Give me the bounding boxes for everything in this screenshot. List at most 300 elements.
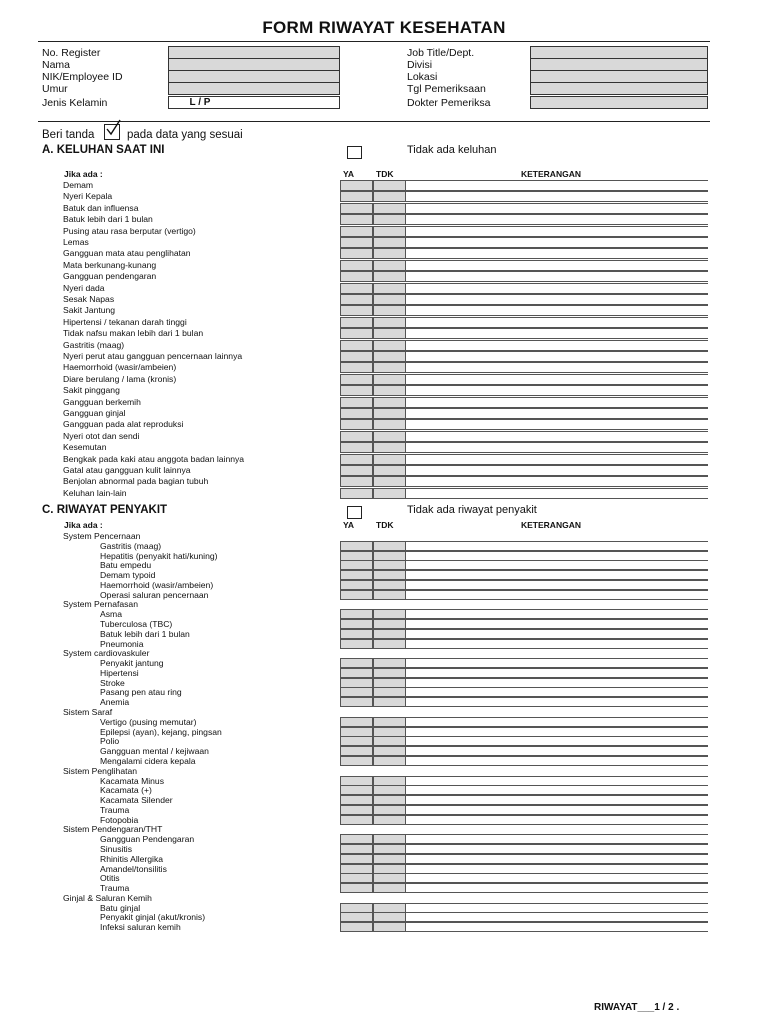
ya-checkbox[interactable]	[340, 834, 373, 844]
ya-checkbox[interactable]	[340, 488, 373, 499]
keterangan-field[interactable]	[406, 385, 708, 396]
header-right-input[interactable]	[530, 96, 708, 109]
ya-checkbox[interactable]	[340, 815, 373, 825]
tdk-checkbox[interactable]	[373, 756, 406, 766]
tdk-checkbox[interactable]	[373, 328, 406, 339]
history-row	[0, 717, 768, 727]
tdk-checkbox[interactable]	[373, 687, 406, 697]
ya-checkbox[interactable]	[340, 237, 373, 248]
tdk-checkbox[interactable]	[373, 678, 406, 688]
keterangan-field[interactable]	[406, 214, 708, 225]
history-row	[0, 834, 768, 844]
keterangan-field[interactable]	[406, 854, 708, 864]
tdk-checkbox[interactable]	[373, 317, 406, 328]
history-row	[0, 658, 768, 668]
ya-checkbox[interactable]	[340, 351, 373, 362]
section-c-col-keterangan: KETERANGAN	[521, 520, 581, 530]
history-row-label: Vertigo (pusing memutar)	[100, 716, 197, 727]
history-row	[0, 756, 768, 766]
header-left-label: Nama	[42, 59, 71, 71]
keterangan-field[interactable]	[406, 271, 708, 282]
history-row	[0, 922, 768, 932]
complaint-row	[0, 191, 768, 202]
ya-checkbox[interactable]	[340, 180, 373, 191]
keterangan-field[interactable]	[406, 629, 708, 639]
keterangan-field[interactable]	[406, 305, 708, 316]
tdk-checkbox[interactable]	[373, 776, 406, 786]
keterangan-field[interactable]	[406, 260, 708, 271]
ya-checkbox[interactable]	[340, 191, 373, 202]
history-row-label: Epilepsi (ayan), kejang, pingsan	[100, 726, 222, 737]
keterangan-field[interactable]	[406, 922, 708, 932]
complaint-row	[0, 419, 768, 430]
tdk-checkbox[interactable]	[373, 408, 406, 419]
history-row-label: Trauma	[100, 804, 130, 815]
history-row-label: Rhinitis Allergika	[100, 853, 164, 864]
ya-checkbox[interactable]	[340, 385, 373, 396]
ya-checkbox[interactable]	[340, 580, 373, 590]
ya-checkbox[interactable]	[340, 340, 373, 351]
ya-checkbox[interactable]	[340, 844, 373, 854]
history-row-label: Otitis	[100, 873, 120, 884]
keterangan-field[interactable]	[406, 454, 708, 465]
keterangan-field[interactable]	[406, 736, 708, 746]
ya-checkbox[interactable]	[340, 442, 373, 453]
ya-checkbox[interactable]	[340, 619, 373, 629]
complaint-row-label: Gangguan pada alat reproduksi	[63, 419, 184, 430]
keterangan-field[interactable]	[406, 570, 708, 580]
ya-checkbox[interactable]	[340, 476, 373, 487]
ya-checkbox[interactable]	[340, 805, 373, 815]
tdk-checkbox[interactable]	[373, 560, 406, 570]
history-row-label: Anemia	[100, 697, 130, 708]
tdk-checkbox[interactable]	[373, 465, 406, 476]
ya-checkbox[interactable]	[340, 260, 373, 271]
complaint-row	[0, 214, 768, 225]
complaint-row-label: Kesemutan	[63, 442, 107, 453]
complaint-row	[0, 271, 768, 282]
history-row	[0, 736, 768, 746]
history-row-label: Hipertensi	[100, 667, 139, 678]
complaint-row	[0, 488, 768, 499]
tdk-checkbox[interactable]	[373, 805, 406, 815]
history-row-label: Polio	[100, 736, 120, 747]
keterangan-field[interactable]	[406, 374, 708, 385]
tdk-checkbox[interactable]	[373, 864, 406, 874]
complaint-row-label: Haemorrhoid (wasir/ambeien)	[63, 362, 177, 373]
ya-checkbox[interactable]	[340, 639, 373, 649]
history-row-label: Fotopobia	[100, 814, 139, 825]
keterangan-field[interactable]	[406, 746, 708, 756]
header-left-label: No. Register	[42, 47, 101, 59]
ya-checkbox[interactable]	[340, 328, 373, 339]
history-row	[0, 815, 768, 825]
tdk-checkbox[interactable]	[373, 629, 406, 639]
history-row	[0, 854, 768, 864]
ya-checkbox[interactable]	[340, 785, 373, 795]
history-row-label: Stroke	[100, 677, 125, 688]
keterangan-field[interactable]	[406, 678, 708, 688]
ya-checkbox[interactable]	[340, 717, 373, 727]
tdk-checkbox[interactable]	[373, 815, 406, 825]
history-row	[0, 551, 768, 561]
ya-checkbox[interactable]	[340, 465, 373, 476]
history-group-label: Sistem Saraf	[63, 707, 113, 718]
tdk-checkbox[interactable]	[373, 609, 406, 619]
tdk-checkbox[interactable]	[373, 922, 406, 932]
keterangan-field[interactable]	[406, 560, 708, 570]
complaint-row-label: Gangguan pendengaran	[63, 271, 157, 282]
ya-checkbox[interactable]	[340, 560, 373, 570]
history-group-label: Sistem Pendengaran/THT	[63, 824, 163, 835]
ya-checkbox[interactable]	[340, 854, 373, 864]
gender-options: L / P	[189, 97, 211, 108]
tdk-checkbox[interactable]	[373, 476, 406, 487]
complaint-row	[0, 305, 768, 316]
tdk-checkbox[interactable]	[373, 191, 406, 202]
tdk-checkbox[interactable]	[373, 260, 406, 271]
tdk-checkbox[interactable]	[373, 551, 406, 561]
keterangan-field[interactable]	[406, 351, 708, 362]
keterangan-field[interactable]	[406, 488, 708, 499]
ya-checkbox[interactable]	[340, 362, 373, 373]
keterangan-field[interactable]	[406, 442, 708, 453]
tdk-checkbox[interactable]	[373, 431, 406, 442]
history-row-label: Amandel/tonsilitis	[100, 863, 167, 874]
complaint-row-label: Gastritis (maag)	[63, 339, 125, 350]
tdk-checkbox[interactable]	[373, 785, 406, 795]
ya-checkbox[interactable]	[340, 317, 373, 328]
complaint-row	[0, 351, 768, 362]
tdk-checkbox[interactable]	[373, 580, 406, 590]
complaint-row-label: Sakit pinggang	[63, 385, 120, 396]
ya-checkbox[interactable]	[340, 305, 373, 316]
tdk-checkbox[interactable]	[373, 844, 406, 854]
tdk-checkbox[interactable]	[373, 795, 406, 805]
history-row-label: Operasi saluran pencernaan	[100, 589, 209, 600]
complaint-row-label: Benjolan abnormal pada bagian tubuh	[63, 476, 209, 487]
keterangan-field[interactable]	[406, 668, 708, 678]
ya-checkbox[interactable]	[340, 903, 373, 913]
keterangan-field[interactable]	[406, 397, 708, 408]
tdk-checkbox[interactable]	[373, 834, 406, 844]
ya-checkbox[interactable]	[340, 678, 373, 688]
tdk-checkbox[interactable]	[373, 397, 406, 408]
history-row-label: Kacamata Silender	[100, 795, 173, 806]
section-a-jika-ada: Jika ada :	[64, 169, 103, 179]
ya-checkbox[interactable]	[340, 248, 373, 259]
tdk-checkbox[interactable]	[373, 727, 406, 737]
keterangan-field[interactable]	[406, 776, 708, 786]
ya-checkbox[interactable]	[340, 912, 373, 922]
keterangan-field[interactable]	[406, 317, 708, 328]
history-group-label: System cardiovaskuler	[63, 648, 150, 659]
ya-checkbox[interactable]	[340, 697, 373, 707]
tdk-checkbox[interactable]	[373, 385, 406, 396]
tdk-checkbox[interactable]	[373, 590, 406, 600]
tdk-checkbox[interactable]	[373, 854, 406, 864]
complaint-row	[0, 397, 768, 408]
header-right-input[interactable]	[530, 82, 708, 95]
keterangan-field[interactable]	[406, 580, 708, 590]
complaint-row	[0, 248, 768, 259]
complaint-row-label: Gangguan mata atau penglihatan	[63, 248, 191, 259]
ya-checkbox[interactable]	[340, 629, 373, 639]
ya-checkbox[interactable]	[340, 294, 373, 305]
keterangan-field[interactable]	[406, 465, 708, 476]
ya-checkbox[interactable]	[340, 756, 373, 766]
keterangan-field[interactable]	[406, 815, 708, 825]
tdk-checkbox[interactable]	[373, 294, 406, 305]
history-row-label: Gangguan mental / kejiwaan	[100, 746, 209, 757]
complaint-row	[0, 454, 768, 465]
complaint-row-label: Nyeri otot dan sendi	[63, 430, 140, 441]
complaint-row	[0, 283, 768, 294]
tdk-checkbox[interactable]	[373, 903, 406, 913]
instruction-suffix: pada data yang sesuai	[127, 129, 243, 141]
history-row	[0, 560, 768, 570]
ya-checkbox[interactable]	[340, 397, 373, 408]
tdk-checkbox[interactable]	[373, 717, 406, 727]
tdk-checkbox[interactable]	[373, 419, 406, 430]
tdk-checkbox[interactable]	[373, 237, 406, 248]
history-row	[0, 795, 768, 805]
history-row	[0, 590, 768, 600]
keterangan-field[interactable]	[406, 639, 708, 649]
tdk-checkbox[interactable]	[373, 203, 406, 214]
header-right-label: Dokter Pemeriksa	[407, 97, 491, 109]
complaint-row	[0, 374, 768, 385]
keterangan-field[interactable]	[406, 697, 708, 707]
header-left-input[interactable]	[168, 82, 340, 95]
keterangan-field[interactable]	[406, 834, 708, 844]
tdk-checkbox[interactable]	[373, 736, 406, 746]
complaint-row	[0, 328, 768, 339]
ya-checkbox[interactable]	[340, 408, 373, 419]
keterangan-field[interactable]	[406, 873, 708, 883]
history-row-label: Hepatitis (penyakit hati/kuning)	[100, 550, 218, 561]
history-row-label: Pasang pen atau ring	[100, 687, 182, 698]
ya-checkbox[interactable]	[340, 746, 373, 756]
tdk-checkbox[interactable]	[373, 883, 406, 893]
ya-checkbox[interactable]	[340, 687, 373, 697]
complaint-row-label: Gatal atau gangguan kulit lainnya	[63, 465, 191, 475]
keterangan-field[interactable]	[406, 237, 708, 248]
keterangan-field[interactable]	[406, 328, 708, 339]
ya-checkbox[interactable]	[340, 883, 373, 893]
keterangan-field[interactable]	[406, 864, 708, 874]
complaint-row-label: Batuk dan influensa	[63, 202, 139, 213]
history-row	[0, 687, 768, 697]
tdk-checkbox[interactable]	[373, 697, 406, 707]
tdk-checkbox[interactable]	[373, 248, 406, 259]
ya-checkbox[interactable]	[340, 203, 373, 214]
complaint-row	[0, 442, 768, 453]
complaint-row-label: Gangguan ginjal	[63, 408, 126, 418]
ya-checkbox[interactable]	[340, 864, 373, 874]
tdk-checkbox[interactable]	[373, 442, 406, 453]
ya-checkbox[interactable]	[340, 271, 373, 282]
keterangan-field[interactable]	[406, 476, 708, 487]
ya-checkbox[interactable]	[340, 541, 373, 551]
keterangan-field[interactable]	[406, 340, 708, 351]
keterangan-field[interactable]	[406, 844, 708, 854]
history-row-label: Batu ginjal	[100, 902, 141, 913]
header-right-label: Lokasi	[407, 71, 438, 83]
tdk-checkbox[interactable]	[373, 668, 406, 678]
ya-checkbox[interactable]	[340, 590, 373, 600]
tdk-checkbox[interactable]	[373, 541, 406, 551]
keterangan-field[interactable]	[406, 912, 708, 922]
history-row-label: Penyakit ginjal (akut/kronis)	[100, 912, 206, 923]
complaint-row	[0, 362, 768, 373]
keterangan-field[interactable]	[406, 294, 708, 305]
header-right-label: Job Title/Dept.	[407, 47, 475, 59]
ya-checkbox[interactable]	[340, 570, 373, 580]
keterangan-field[interactable]	[406, 551, 708, 561]
keterangan-field[interactable]	[406, 226, 708, 237]
tdk-checkbox[interactable]	[373, 271, 406, 282]
history-row	[0, 697, 768, 707]
ya-checkbox[interactable]	[340, 551, 373, 561]
header-right-label: Divisi	[407, 59, 433, 71]
tdk-checkbox[interactable]	[373, 351, 406, 362]
section-c-jika-ada: Jika ada :	[64, 520, 103, 530]
history-row	[0, 629, 768, 639]
no-complaint-checkbox[interactable]	[347, 146, 362, 159]
history-row	[0, 805, 768, 815]
ya-checkbox[interactable]	[340, 668, 373, 678]
complaint-row-label: Keluhan lain-lain	[63, 487, 127, 498]
complaint-row-label: Lemas	[63, 237, 89, 247]
history-row	[0, 668, 768, 678]
tdk-checkbox[interactable]	[373, 374, 406, 385]
keterangan-field[interactable]	[406, 590, 708, 600]
keterangan-field[interactable]	[406, 362, 708, 373]
tdk-checkbox[interactable]	[373, 340, 406, 351]
keterangan-field[interactable]	[406, 609, 708, 619]
keterangan-field[interactable]	[406, 795, 708, 805]
ya-checkbox[interactable]	[340, 727, 373, 737]
history-row-label: Mengalami cidera kepala	[100, 755, 196, 766]
complaint-row	[0, 431, 768, 442]
ya-checkbox[interactable]	[340, 283, 373, 294]
tdk-checkbox[interactable]	[373, 226, 406, 237]
history-row-label: Gastritis (maag)	[100, 540, 162, 551]
ya-checkbox[interactable]	[340, 795, 373, 805]
section-c-col-ya: YA	[343, 520, 355, 530]
history-row	[0, 639, 768, 649]
history-row	[0, 570, 768, 580]
tdk-checkbox[interactable]	[373, 619, 406, 629]
tdk-checkbox[interactable]	[373, 214, 406, 225]
section-a-col-keterangan: KETERANGAN	[521, 169, 581, 179]
tdk-checkbox[interactable]	[373, 570, 406, 580]
keterangan-field[interactable]	[406, 687, 708, 697]
complaint-row	[0, 465, 768, 476]
keterangan-field[interactable]	[406, 408, 708, 419]
ya-checkbox[interactable]	[340, 374, 373, 385]
tdk-checkbox[interactable]	[373, 488, 406, 499]
keterangan-field[interactable]	[406, 727, 708, 737]
tdk-checkbox[interactable]	[373, 873, 406, 883]
ya-checkbox[interactable]	[340, 873, 373, 883]
ya-checkbox[interactable]	[340, 658, 373, 668]
complaint-row-label: Sakit Jantung	[63, 305, 116, 316]
history-row-label: Infeksi saluran kemih	[100, 922, 181, 933]
tdk-checkbox[interactable]	[373, 305, 406, 316]
keterangan-field[interactable]	[406, 883, 708, 893]
ya-checkbox[interactable]	[340, 609, 373, 619]
keterangan-field[interactable]	[406, 805, 708, 815]
ya-checkbox[interactable]	[340, 226, 373, 237]
title-rule	[38, 41, 710, 42]
no-history-checkbox[interactable]	[347, 506, 362, 519]
keterangan-field[interactable]	[406, 619, 708, 629]
history-row	[0, 864, 768, 874]
header-left-label: Umur	[42, 83, 68, 95]
keterangan-field[interactable]	[406, 203, 708, 214]
complaint-row-label: Tidak nafsu makan lebih dari 1 bulan	[63, 328, 204, 339]
keterangan-field[interactable]	[406, 785, 708, 795]
history-row	[0, 873, 768, 883]
tdk-checkbox[interactable]	[373, 658, 406, 668]
history-row	[0, 785, 768, 795]
section-a-title: A. KELUHAN SAAT INI	[42, 144, 165, 156]
tdk-checkbox[interactable]	[373, 746, 406, 756]
ya-checkbox[interactable]	[340, 419, 373, 430]
tdk-checkbox[interactable]	[373, 454, 406, 465]
complaint-row	[0, 203, 768, 214]
section-a-col-ya: YA	[343, 169, 355, 179]
complaint-row	[0, 317, 768, 328]
history-row-label: Gangguan Pendengaran	[100, 834, 195, 845]
tdk-checkbox[interactable]	[373, 639, 406, 649]
header-rule	[38, 121, 710, 122]
tdk-checkbox[interactable]	[373, 362, 406, 373]
ya-checkbox[interactable]	[340, 454, 373, 465]
complaint-row-label: Bengkak pada kaki atau anggota badan lainnya	[63, 453, 245, 464]
keterangan-field[interactable]	[406, 717, 708, 727]
keterangan-field[interactable]	[406, 431, 708, 442]
ya-checkbox[interactable]	[340, 431, 373, 442]
section-a-col-tdk: TDK	[376, 169, 394, 179]
history-row	[0, 776, 768, 786]
keterangan-field[interactable]	[406, 658, 708, 668]
keterangan-field[interactable]	[406, 248, 708, 259]
complaint-row	[0, 408, 768, 419]
keterangan-field[interactable]	[406, 541, 708, 551]
keterangan-field[interactable]	[406, 180, 708, 191]
ya-checkbox[interactable]	[340, 736, 373, 746]
keterangan-field[interactable]	[406, 903, 708, 913]
ya-checkbox[interactable]	[340, 214, 373, 225]
tdk-checkbox[interactable]	[373, 912, 406, 922]
keterangan-field[interactable]	[406, 756, 708, 766]
keterangan-field[interactable]	[406, 419, 708, 430]
tdk-checkbox[interactable]	[373, 180, 406, 191]
keterangan-field[interactable]	[406, 283, 708, 294]
complaint-row-label: Mata berkunang-kunang	[63, 259, 157, 270]
ya-checkbox[interactable]	[340, 776, 373, 786]
header-right-label: Tgl Pemeriksaan	[407, 83, 486, 95]
complaint-row-label: Pusing atau rasa berputar (vertigo)	[63, 225, 196, 236]
history-row-label: Tuberculosa (TBC)	[100, 619, 173, 630]
tdk-checkbox[interactable]	[373, 283, 406, 294]
ya-checkbox[interactable]	[340, 922, 373, 932]
keterangan-field[interactable]	[406, 191, 708, 202]
complaint-row-label: Nyeri Kepala	[63, 191, 113, 202]
